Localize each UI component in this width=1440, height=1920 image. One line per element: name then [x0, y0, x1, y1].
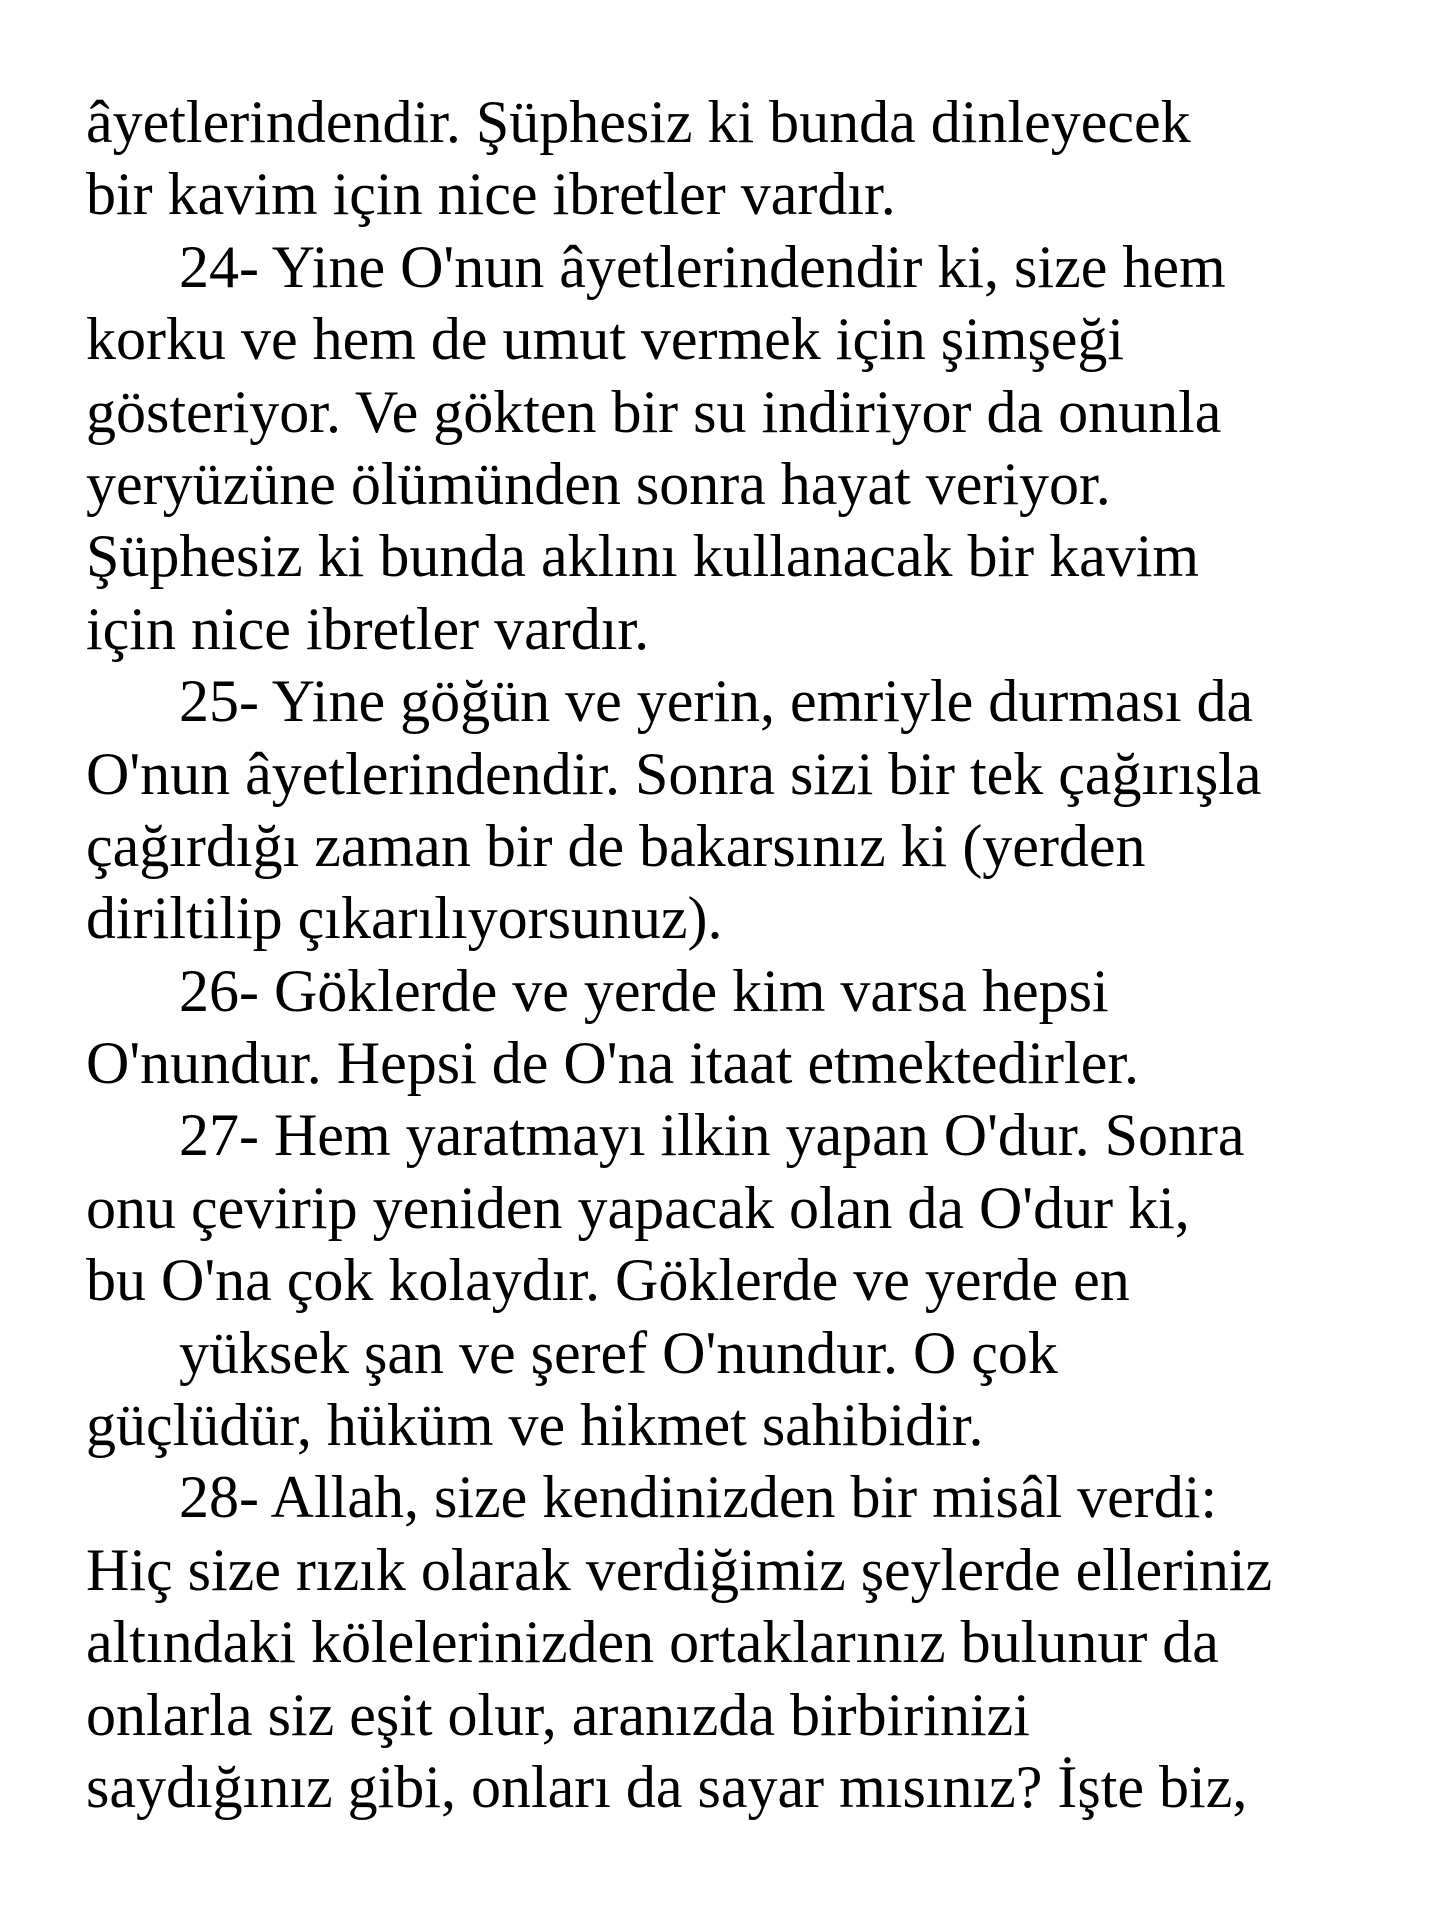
text-line: âyetlerindendir. Şüphesiz ki bunda dinleyecek	[86, 89, 1191, 155]
text-line: 26- Göklerde ve yerde kim varsa hepsi	[179, 957, 1109, 1024]
text-line: Şüphesiz ki bunda aklını kullanacak bir kavim	[86, 523, 1200, 590]
text-line: için nice ibretler vardır.	[86, 595, 650, 662]
text-line: bir kavim için nice ibretler vardır.	[86, 161, 896, 228]
text-line: 24- Yine O'nun âyetlerindendir ki, size hem	[179, 233, 1226, 300]
text-line: yüksek şan ve şeref O'nundur. O çok	[179, 1319, 1058, 1386]
text-line: korku ve hem de umut vermek için şimşeği	[86, 306, 1125, 373]
text-line: Hiç size rızık olarak verdiğimiz şeylerde elleriniz	[86, 1536, 1273, 1603]
text-line: gösteriyor. Ve gökten bir su indiriyor da onunla	[86, 378, 1222, 445]
text-line: diriltilip çıkarılıyorsunuz).	[86, 885, 723, 952]
text-line: yeryüzüne ölümünden sonra hayat veriyor.	[86, 450, 1111, 517]
text-line: bu O'na çok kolaydır. Göklerde ve yerde en	[86, 1247, 1130, 1314]
body-text	[86, 86, 1416, 1823]
text-line: O'nun âyetlerindendir. Sonra sizi bir tek çağırışla	[86, 740, 1262, 807]
text-line: onu çevirip yeniden yapacak olan da O'dur ki,	[86, 1174, 1190, 1241]
text-line: 25- Yine göğün ve yerin, emriyle durması da	[179, 668, 1254, 735]
text-line: altındaki kölelerinizden ortaklarınız bulunur da	[86, 1609, 1219, 1676]
text-line: 28- Allah, size kendinizden bir misâl verdi:	[179, 1464, 1218, 1531]
text-line: 27- Hem yaratmayı ilkin yapan O'dur. Sonra	[179, 1102, 1245, 1169]
text-line: O'nundur. Hepsi de O'na itaat etmektedirler.	[86, 1030, 1139, 1097]
text-line: onlarla siz eşit olur, aranızda birbirinizi	[86, 1681, 1030, 1748]
text-line: çağırdığı zaman bir de bakarsınız ki (yerden	[86, 812, 1146, 879]
text-line: saydığınız gibi, onları da sayar mısınız? İşte biz,	[86, 1753, 1248, 1820]
text-line: güçlüdür, hüküm ve hikmet sahibidir.	[86, 1392, 984, 1459]
